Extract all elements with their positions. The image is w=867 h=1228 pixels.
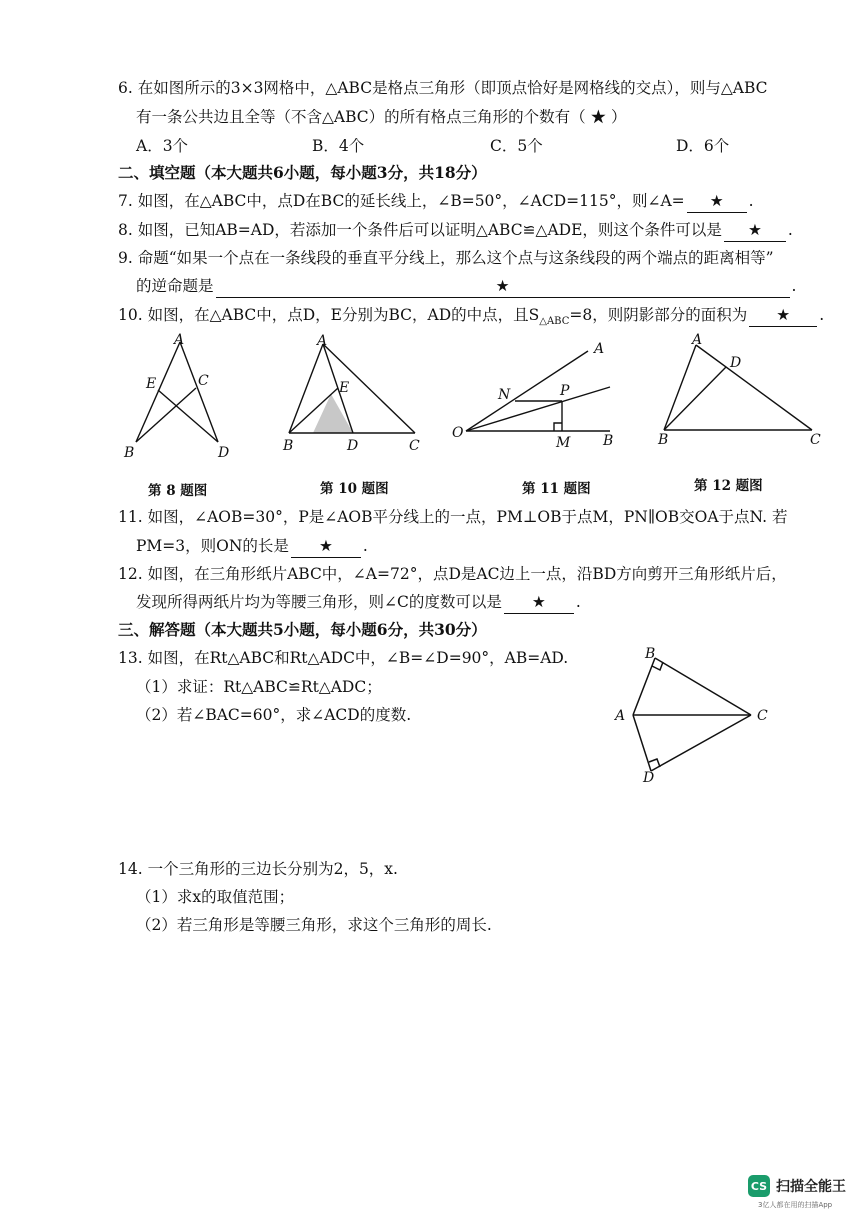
q6-option-d: D．6个: [676, 137, 730, 155]
label-a: A: [615, 708, 626, 724]
label-d: D: [730, 355, 742, 371]
figure-10-caption: 第 10 题图: [320, 481, 389, 497]
star-icon: ★: [747, 221, 762, 239]
figure-12: [652, 330, 832, 455]
q14-part1: （1）求x的取值范围；: [136, 888, 295, 906]
q11-answer-blank[interactable]: [291, 535, 361, 558]
label-o: O: [452, 425, 464, 441]
q12-text: 发现所得两纸片均为等腰三角形，则∠C的度数可以是: [136, 593, 502, 611]
star-icon: ★: [495, 277, 510, 295]
label-n: N: [498, 387, 511, 403]
q12-tail: .: [575, 593, 581, 611]
label-b: B: [603, 433, 614, 449]
q10-subscript: △ABC: [539, 316, 570, 328]
q10: [118, 304, 824, 333]
q12-answer-blank[interactable]: [504, 591, 574, 614]
q6-option-a: A．3个: [136, 137, 189, 155]
star-icon: ★: [531, 593, 546, 611]
q13-part2: （2）若∠BAC=60°，求∠ACD的度数.: [136, 706, 412, 724]
star-icon: ★: [318, 537, 333, 555]
camscanner-logo-icon: CS: [748, 1175, 770, 1197]
figure-11: [448, 335, 623, 455]
label-d: D: [643, 770, 655, 786]
label-m: M: [556, 435, 571, 451]
q12-line2: [136, 591, 581, 614]
q10-text2: =8，则阴影部分的面积为: [569, 306, 748, 324]
label-a: A: [174, 332, 185, 348]
q8-tail: .: [787, 221, 793, 239]
q7-tail: .: [748, 192, 754, 210]
q6-line2: 有一条公共边且全等（不含△ABC）的所有格点三角形的个数有（ ★ ）: [136, 108, 627, 126]
q7: [118, 190, 754, 213]
figure-13: [605, 640, 780, 790]
label-d: D: [347, 438, 359, 454]
q11-tail: .: [362, 537, 368, 555]
q8-answer-blank[interactable]: [724, 219, 786, 242]
label-c: C: [198, 373, 209, 389]
q7-answer-blank[interactable]: [687, 190, 747, 213]
section-solutions-heading: 三、解答题（本大题共5小题，每小题6分，共30分）: [118, 620, 487, 639]
figure-8-caption: 第 8 题图: [148, 483, 208, 499]
q8: [118, 219, 793, 242]
q9-text: 的逆命题是: [136, 277, 214, 295]
q7-text: 7. 如图，在△ABC中，点D在BC的延长线上，∠B=50°，∠ACD=115°，则∠A=: [118, 192, 685, 210]
q9-answer-blank[interactable]: [216, 275, 790, 298]
q9-tail: .: [791, 277, 797, 295]
label-a: A: [594, 341, 605, 357]
watermark-name: 扫描全能王: [776, 1179, 846, 1195]
scanner-watermark: [748, 1175, 846, 1197]
q10-answer-blank[interactable]: [749, 304, 817, 327]
watermark-subtitle: 3亿人都在用的扫描App: [758, 1201, 833, 1209]
q11-text: PM=3，则ON的长是: [136, 537, 289, 555]
q11-line1: 11. 如图，∠AOB=30°，P是∠AOB平分线上的一点，PM⊥OB于点M，PN∥OB交OA于点N. 若: [118, 508, 788, 526]
label-d: D: [218, 445, 230, 460]
label-p: P: [560, 383, 570, 399]
q9-line2: [136, 275, 796, 298]
label-e: E: [339, 380, 350, 396]
q14-part2: （2）若三角形是等腰三角形，求这个三角形的周长.: [136, 916, 492, 934]
figure-11-caption: 第 11 题图: [522, 481, 591, 497]
label-c: C: [409, 438, 420, 454]
q10-tail: .: [819, 306, 825, 324]
label-b: B: [645, 646, 656, 662]
label-b: B: [124, 445, 135, 460]
label-b: B: [283, 438, 294, 454]
figure-10: [275, 330, 435, 460]
label-c: C: [810, 432, 821, 448]
star-icon: ★: [776, 306, 791, 324]
q13-part1: （1）求证：Rt△ABC≌Rt△ADC；: [136, 678, 382, 696]
figure-8: [118, 330, 248, 460]
q6-option-c: C．5个: [490, 137, 543, 155]
section-fill-in-heading: 二、填空题（本大题共6小题，每小题3分，共18分）: [118, 163, 487, 182]
label-a: A: [692, 332, 703, 348]
figure-12-caption: 第 12 题图: [694, 478, 763, 494]
star-icon: ★: [709, 192, 724, 210]
label-b: B: [658, 432, 669, 448]
q10-text: 10. 如图，在△ABC中，点D，E分别为BC，AD的中点，且S: [118, 306, 540, 324]
q13-line1: 13. 如图，在Rt△ABC和Rt△ADC中，∠B=∠D=90°，AB=AD.: [118, 649, 569, 667]
label-a: A: [317, 333, 328, 349]
label-e: E: [146, 376, 157, 392]
q14-line1: 14. 一个三角形的三边长分别为2，5，x.: [118, 860, 398, 878]
label-c: C: [757, 708, 768, 724]
q8-text: 8. 如图，已知AB=AD，若添加一个条件后可以证明△ABC≌△ADE，则这个条件可以是: [118, 221, 722, 239]
q9-line1: 9. 命题“如果一个点在一条线段的垂直平分线上，那么这个点与这条线段的两个端点的距离相等”: [118, 249, 774, 267]
q6-option-b: B．4个: [312, 137, 365, 155]
q12-line1: 12. 如图，在三角形纸片ABC中，∠A=72°，点D是AC边上一点，沿BD方向剪开三角形纸片后，: [118, 565, 787, 583]
q11-line2: [136, 535, 368, 558]
q6-line1: 6. 在如图所示的3×3网格中，△ABC是格点三角形（即顶点恰好是网格线的交点），则与△ABC: [118, 79, 768, 97]
